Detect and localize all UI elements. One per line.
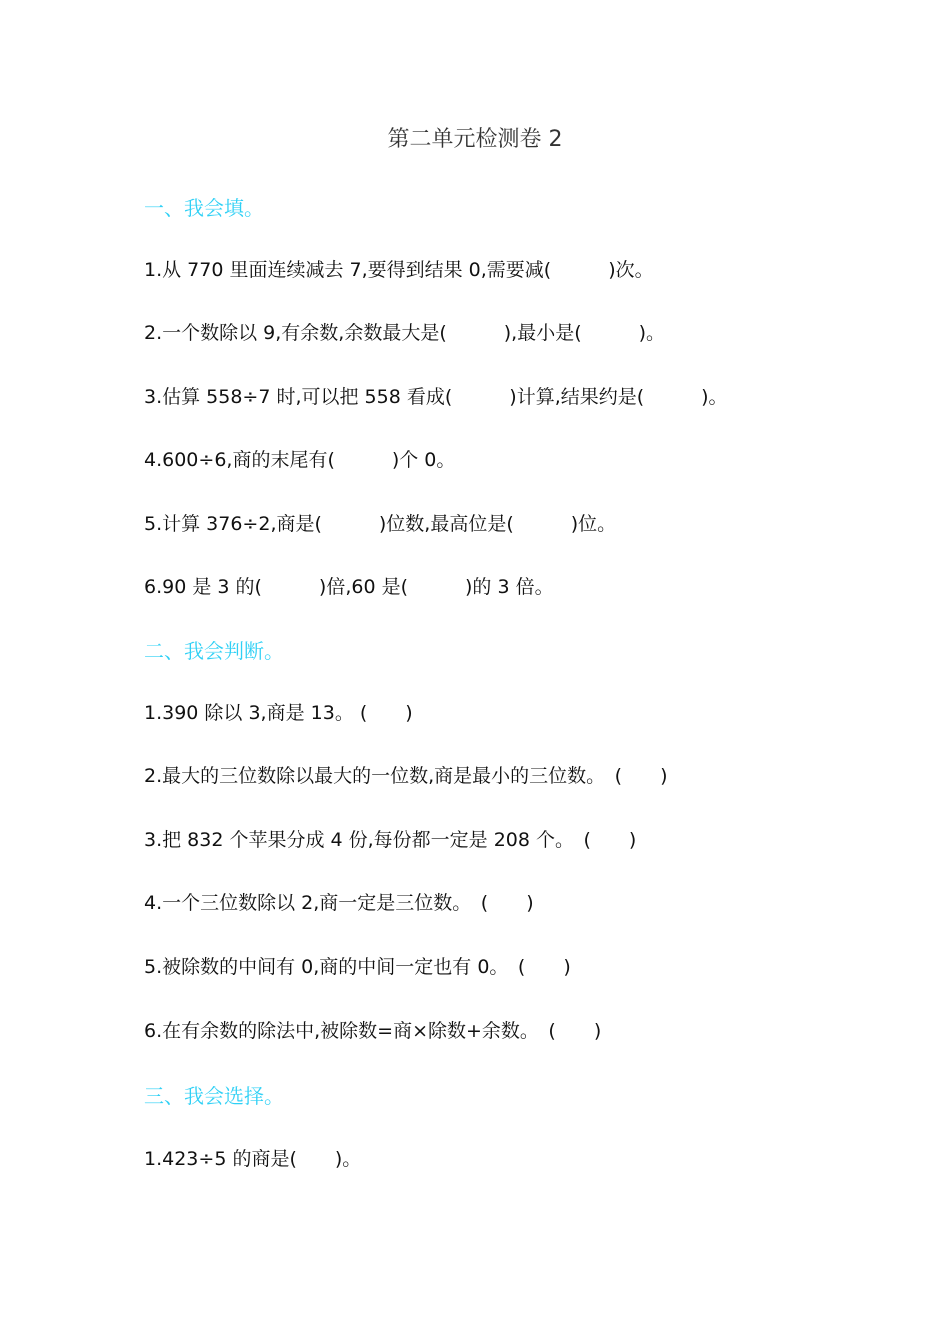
page-title: 第二单元检测卷 2 <box>387 127 563 152</box>
fill-question-1: 1.从 770 里面连续减去 7,要得到结果 0,需要减( )次。 <box>144 259 654 281</box>
fill-question-5: 5.计算 376÷2,商是( )位数,最高位是( )位。 <box>144 513 617 535</box>
judge-question-4: 4.一个三位数除以 2,商一定是三位数。 ( ) <box>144 892 534 914</box>
judge-question-6: 6.在有余数的除法中,被除数=商×除数+余数。 ( ) <box>144 1020 602 1042</box>
fill-question-4: 4.600÷6,商的末尾有( )个 0。 <box>144 449 456 471</box>
fill-question-3: 3.估算 558÷7 时,可以把 558 看成( )计算,结果约是( )。 <box>144 386 728 408</box>
judge-question-5: 5.被除数的中间有 0,商的中间一定也有 0。 ( ) <box>144 956 571 978</box>
judge-question-3: 3.把 832 个苹果分成 4 份,每份都一定是 208 个。 ( ) <box>144 829 637 851</box>
judge-question-2: 2.最大的三位数除以最大的一位数,商是最小的三位数。 ( ) <box>144 765 668 787</box>
choose-question-1: 1.423÷5 的商是( )。 <box>144 1148 362 1170</box>
judge-question-1: 1.390 除以 3,商是 13。 ( ) <box>144 702 413 724</box>
section-heading-choose: 三、我会选择。 <box>144 1084 284 1108</box>
fill-question-6: 6.90 是 3 的( )倍,60 是( )的 3 倍。 <box>144 576 554 598</box>
fill-question-2: 2.一个数除以 9,有余数,余数最大是( ),最小是( )。 <box>144 322 666 344</box>
section-heading-judge: 二、我会判断。 <box>144 639 284 663</box>
section-heading-fill: 一、我会填。 <box>144 196 264 220</box>
